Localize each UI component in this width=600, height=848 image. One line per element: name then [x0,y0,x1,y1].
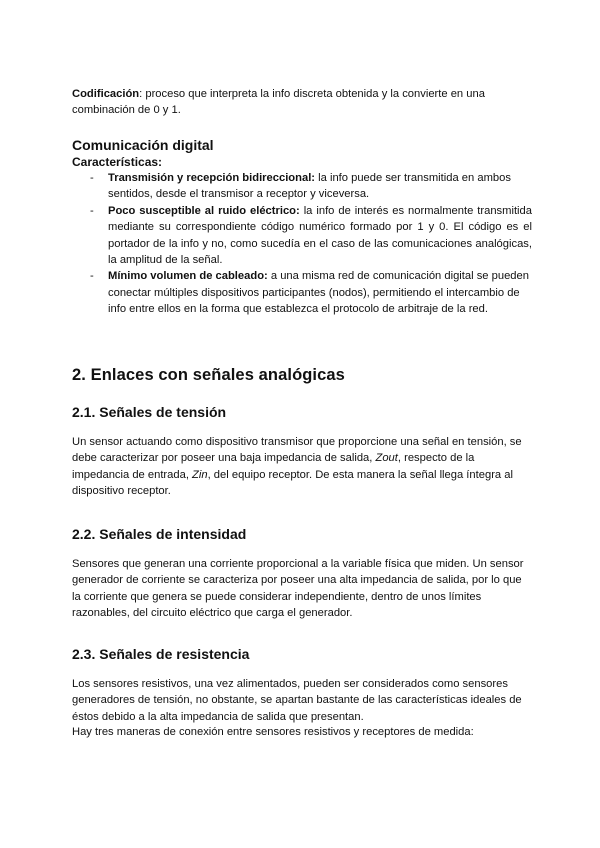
list-item [72,268,532,317]
section-2-1-heading: 2.1. Señales de tensión [72,404,227,420]
tension-text-a: Un sensor actuando como dispositivo transmisor que proporcione una señal en tensión, se debe caracterizar por poseer una baja impedancia de salida, [72,436,522,465]
feature-term: Mínimo volumen de cableado: [108,270,268,283]
section-2-3-heading: 2.3. Señales de resistencia [72,646,250,662]
list-item [72,203,532,269]
resistencia-paragraph: Los sensores resistivos, una vez alimentados, pueden ser considerados como sensores generadores de tensión, no obstante, se apartan bastante de las características ideales de éstos debido a la alta impedancia de salida que presentan. [72,678,522,723]
section-2-2-heading: 2.2. Señales de intensidad [72,526,247,542]
features-list [72,170,532,318]
list-item [72,170,532,203]
zin-term: Zin [192,468,208,481]
comunicacion-digital-heading: Comunicación digital [72,137,214,153]
codificacion-paragraph [72,86,532,119]
bullet-dash: - [90,204,94,217]
feature-text: a una misma red de comunicación digital se pueden conectar múltiples dispositivos participantes (nodos), permitiendo el intercambio de info entre ellos en la forma que establezca el protocolo de arbitraje de la red. [108,270,529,316]
bullet-dash: - [90,172,94,184]
codificacion-term: Codificación [72,88,140,100]
feature-term: Poco susceptible al ruido eléctrico: [108,204,300,217]
tension-text-c: , del equipo receptor. De esta manera la señal llega íntegra al dispositivo receptor. [72,468,513,498]
feature-text: la info puede ser transmitida en ambos sentidos, desde el transmisor a receptor y viceversa. [108,172,511,201]
section-2-heading: 2. Enlaces con señales analógicas [72,366,345,384]
codificacion-text: : proceso que interpreta la info discreta obtenida y la convierte en una combinación de 0 y 1. [72,88,485,117]
bullet-dash: - [90,270,94,283]
zout-term: Zout [375,452,398,465]
intensidad-paragraph: Sensores que generan una corriente proporcional a la variable física que miden. Un sensor generador de corriente se caracteriza por poseer una alta impedancia de salida, por lo que la corriente que genera se puede considerar independiente, dentro de unos límites razonables, del circuito eléctrico que carga el generador. [72,558,524,620]
feature-text: la info de interés es normalmente transmitida mediante su correspondiente código numérico formado por 1 y 0. El código es el portador de la info y no, como sucedía en el caso de las comunicaciones analógicas, la amplitud de la señal. [108,204,532,267]
resistencia-paragraph-2: Hay tres maneras de conexión entre sensores resistivos y receptores de medida: [72,726,474,738]
caracteristicas-subheading: Características: [72,155,163,169]
tension-text-b: , respecto de la impedancia de entrada, [72,452,475,481]
tension-paragraph [72,434,532,500]
feature-term: Transmisión y recepción bidireccional: [108,172,316,184]
